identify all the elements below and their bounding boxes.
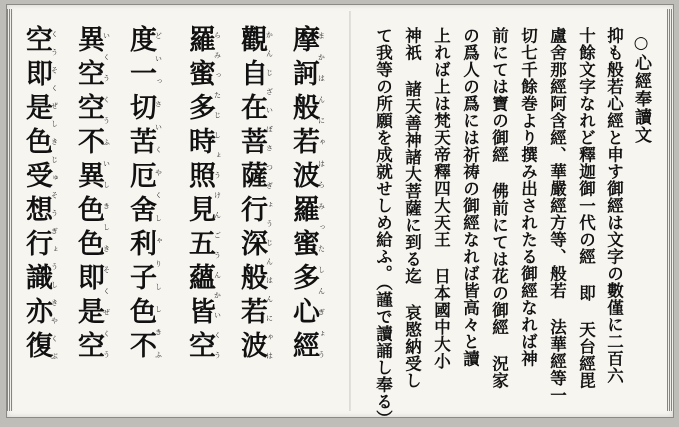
prose-column-6: の爲人の爲には祈祷の御經なれば皆高々と讀: [460, 27, 480, 367]
sutra-furigana: くうそくぜしきじゅそうぎょうしきやくぶ: [50, 25, 59, 365]
prose-column-3: 盧舍那經阿含經、華嚴經方等、般若 法華經等一: [547, 27, 567, 404]
book-gutter: [349, 11, 351, 411]
sutra-furigana: まかはんにゃはらみったしんぎょう: [317, 25, 326, 365]
sutra-text: 空即是色受想行識亦復: [21, 25, 52, 365]
prose-column-4: 切七千餘巻より撰み出されたる御經なれば神: [518, 27, 538, 367]
sutra-text: 度一切苦厄舍利子色不: [125, 25, 156, 365]
sutra-column-4: [127, 25, 163, 365]
sutra-furigana: いくうくうふいしきしきそくぜくう: [102, 25, 111, 365]
prose-column-2: 十餘文字なれど釋迦御一代の經 即 天台經毘: [576, 27, 596, 389]
heading-shingyo-hodokumon: ○心經奉讀文: [631, 33, 651, 144]
sutra-column-3: [186, 25, 222, 365]
sutra-column-6: [23, 25, 59, 365]
page-edge-right: [667, 9, 673, 411]
page-edge-left: [7, 9, 13, 411]
sutra-text: 觀自在菩薩行深般若波: [236, 25, 267, 365]
sutra-text: 異空空不異色色即是空: [73, 25, 104, 365]
prose-column-7: 上れば上は梵天帝釋四大天王 日本國中大小: [431, 27, 451, 370]
sutra-column-1: [290, 25, 326, 365]
sutra-furigana: どいっさいくやくしゃりししきふ: [154, 25, 163, 365]
prose-column-9: て我等の所願を成就せしめ給ふ。（謹で讀誦し奉る）: [373, 27, 393, 427]
prose-column-8: 神祇 諸天善神諸大菩薩に到る迄 哀愍納受し: [402, 27, 422, 389]
sutra-column-5: [75, 25, 111, 365]
sutra-furigana: かんじざいぼさつぎょうじんはんにゃは: [265, 25, 274, 365]
book-spread: [6, 4, 674, 427]
prose-column-1: 抑も般若心經と申す御經は文字の數僅に二百六: [604, 27, 624, 384]
sutra-text: 摩訶般若波羅蜜多心經: [288, 25, 319, 365]
prose-column-5: 前にては寶の御經 佛前にては花の御經 況家: [489, 27, 509, 389]
sutra-column-2: [238, 25, 274, 365]
sutra-text: 羅蜜多時照見五蘊皆空: [184, 25, 215, 365]
sutra-furigana: らみったじしょうけんごうんかいくう: [213, 25, 222, 365]
